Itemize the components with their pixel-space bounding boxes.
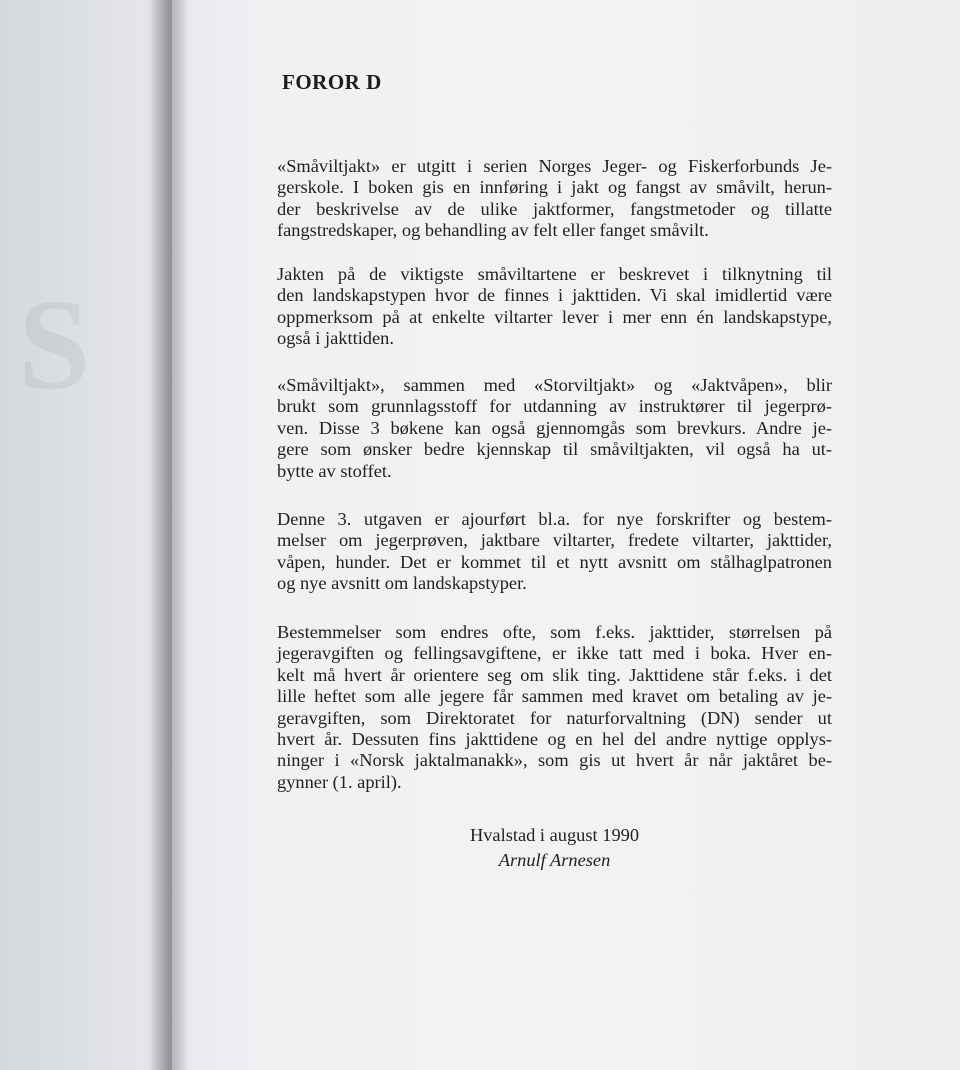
text-line: oppmerksom på at enkelte viltarter lever i mer enn én landskapstype, (277, 306, 832, 327)
text-line: ninger i «Norsk jaktalmanakk», som gis ut hvert år når jaktåret be- (277, 750, 832, 771)
left-page (0, 0, 172, 1070)
author-signature: Arnulf Arnesen (498, 850, 611, 870)
book-gutter (150, 0, 190, 1070)
text-line: gynner (1. april). (277, 771, 402, 792)
text-line: hvert år. Dessuten fins jakttidene og en hel del andre nyttige opplys- (277, 729, 832, 750)
place-date: Hvalstad i august 1990 (469, 825, 640, 845)
text-line: brukt som grunnlagsstoff for utdanning av instruktører til jegerprø- (277, 396, 832, 417)
text-line: Bestemmelser som endres ofte, som f.eks. jakttider, størrelsen på (277, 622, 832, 642)
text-line: melser om jegerprøven, jaktbare viltarter, fredete viltarter, jakttider, (277, 530, 832, 551)
text-line: gerskole. I boken gis en innføring i jakt og fangst av småvilt, herun- (277, 177, 832, 198)
text-line: ven. Disse 3 bøkene kan også gjennomgås som brevkurs. Andre je- (277, 417, 832, 438)
paragraph (277, 509, 832, 595)
text-line: der beskrivelse av de ulike jaktformer, fangstmetoder og tillatte (277, 198, 832, 219)
text-line: jegeravgiften og fellingsavgiftene, er ikke tatt med i boka. Hver en- (277, 643, 832, 664)
text-line: Jakten på de viktigste småviltartene er beskrevet i tilknytning til (277, 264, 832, 284)
text-line: også i jakttiden. (277, 328, 394, 349)
text-line: kelt må hvert år orientere seg om slik ting. Jakttidene står f.eks. i det (277, 664, 832, 685)
text-line: Denne 3. utgaven er ajourført bl.a. for nye forskrifter og bestem- (277, 509, 832, 529)
bleed-through-letters: S (18, 273, 95, 417)
text-line: våpen, hunder. Det er kommet til et nytt avsnitt om stålhaglpatronen (277, 551, 832, 572)
text-line: og nye avsnitt om landskapstyper. (277, 573, 527, 594)
page-heading: FOROR D (282, 70, 382, 94)
text-line: bytte av stoffet. (277, 460, 392, 481)
text-line: fangstredskaper, og behandling av felt eller fanget småvilt. (277, 220, 709, 241)
paragraph (277, 264, 832, 350)
paragraph (277, 156, 832, 242)
text-line: «Småviltjakt» er utgitt i serien Norges Jeger- og Fiskerforbunds Je- (277, 156, 832, 176)
text-line: den landskapstypen hvor de finnes i jakttiden. Vi skal imidlertid være (277, 285, 832, 306)
text-line: «Småviltjakt», sammen med «Storviltjakt» og «Jaktvåpen», blir (277, 375, 832, 395)
text-line: geravgiften, som Direktoratet for naturforvaltning (DN) sender ut (277, 707, 832, 728)
paragraph (277, 622, 832, 793)
text-line: lille heftet som alle jegere får sammen med kravet om betaling av je- (277, 686, 832, 707)
text-line: gere som ønsker bedre kjennskap til småviltjakten, vil også ha ut- (277, 439, 832, 460)
paragraph (277, 375, 832, 482)
